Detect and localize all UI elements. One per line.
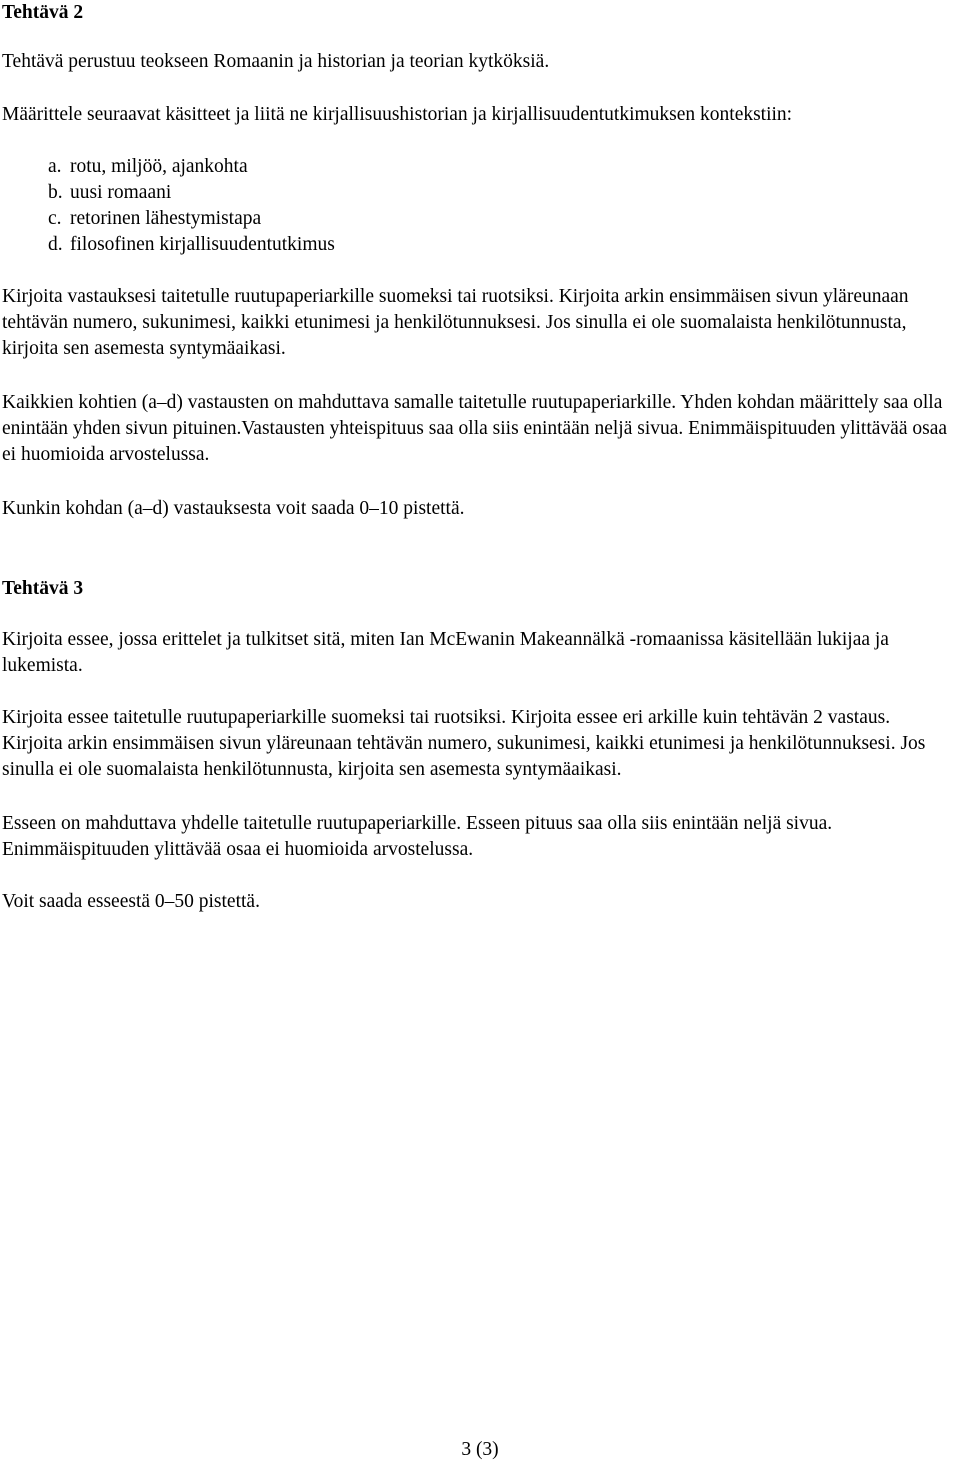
list-marker: a. — [48, 156, 62, 177]
task2-concept-list — [2, 154, 335, 258]
task2-instruction: Määrittele seuraavat käsitteet ja liitä ne kirjallisuushistorian ja kirjallisuudentutkimuksen kontekstiin: — [2, 104, 793, 125]
list-item-text: rotu, miljöö, ajankohta — [70, 156, 248, 177]
list-item — [2, 154, 335, 180]
page-number: 3 (3) — [461, 1439, 499, 1460]
list-item-text: retorinen lähestymistapa — [70, 208, 262, 229]
list-item-text: filosofinen kirjallisuudentutkimus — [70, 234, 335, 255]
list-marker: b. — [48, 182, 63, 203]
task2-points: Kunkin kohdan (a–d) vastauksesta voit saada 0–10 pistettä. — [2, 498, 465, 519]
task3-points: Voit saada esseestä 0–50 pistettä. — [2, 891, 260, 912]
list-item — [2, 206, 335, 232]
task3-paragraph-answer-format: Kirjoita essee taitetulle ruutupaperiarkille suomeksi tai ruotsiksi. Kirjoita essee eri arkille kuin tehtävän 2 vastaus. Kirjoita arkin ensimmäisen sivun yläreunaan tehtävän numero, sukunimesi, kaikki etunimesi ja henkilötunnuksesi. Jos sinulla ei ole suomalaista henkilötunnusta, kirjoita sen asemesta syntymäaikasi. — [2, 707, 926, 780]
task2-paragraph-answer-format: Kirjoita vastauksesi taitetulle ruutupaperiarkille suomeksi tai ruotsiksi. Kirjoita arkin ensimmäisen sivun yläreunaan tehtävän numero, sukunimesi, kaikki etunimesi ja henkilötunnuksesi. Jos sinulla ei ole suomalaista henkilötunnusta, kirjoita sen asemesta syntymäaikasi. — [2, 286, 909, 359]
task2-heading: Tehtävä 2 — [2, 2, 84, 23]
list-item-text: uusi romaani — [70, 182, 172, 203]
list-marker: d. — [48, 234, 63, 255]
list-item — [2, 180, 335, 206]
task2-intro: Tehtävä perustuu teokseen Romaanin ja historian ja teorian kytköksiä. — [2, 51, 550, 72]
task3-paragraph-essay-topic: Kirjoita essee, jossa erittelet ja tulkitset sitä, miten Ian McEwanin Makeannälkä -romaanissa käsitellään lukijaa ja lukemista. — [2, 629, 889, 676]
task3-heading: Tehtävä 3 — [2, 578, 84, 599]
task3-paragraph-length: Esseen on mahduttava yhdelle taitetulle ruutupaperiarkille. Esseen pituus saa olla siis enintään neljä sivua. Enimmäispituuden ylittävää osaa ei huomioida arvostelussa. — [2, 813, 833, 860]
task2-paragraph-length: Kaikkien kohtien (a–d) vastausten on mahduttava samalle taitetulle ruutupaperiarkille. Yhden kohdan määrittely saa olla enintään yhden sivun pituinen.Vastausten yhteispituus saa olla siis enintään neljä sivua. Enimmäispituuden ylittävää osaa ei huomioida arvostelussa. — [2, 392, 948, 465]
list-item — [2, 232, 335, 258]
list-marker: c. — [48, 208, 62, 229]
